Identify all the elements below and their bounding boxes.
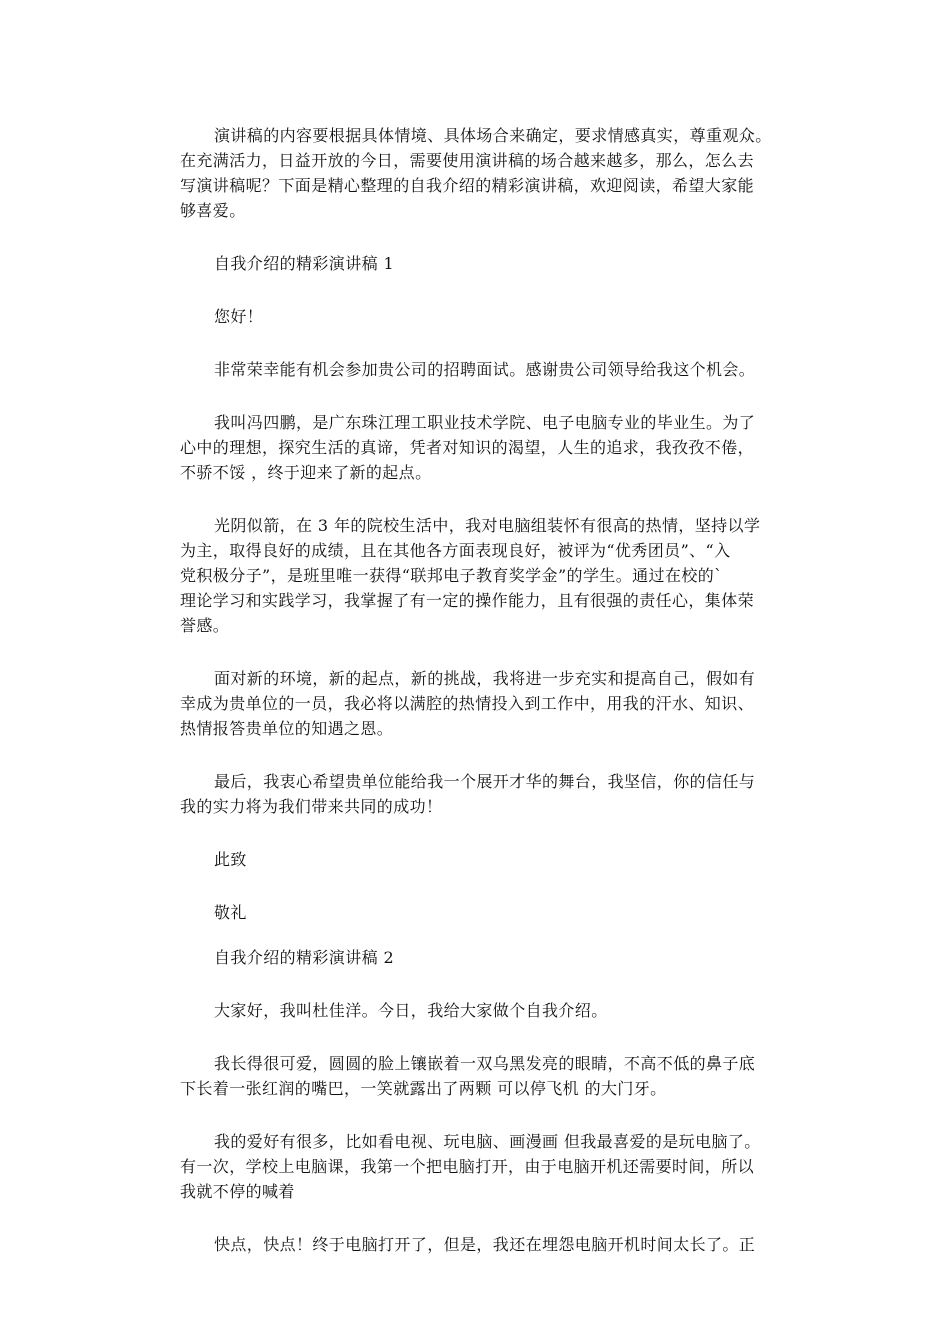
text-line: 面对新的环境，新的起点，新的挑战，我将进一步充实和提高自己，假如有	[214, 669, 756, 688]
text-line: 为主，取得良好的成绩，且在其他各方面表现良好，被评为“优秀团员”、“入	[180, 541, 731, 560]
text-line: 我叫冯四鹏，是广东珠江理工职业技术学院、电子电脑专业的毕业生。为了	[214, 413, 756, 432]
document-body	[180, 123, 780, 1285]
section-heading: 自我介绍的精彩演讲稿 1	[214, 254, 395, 273]
text-line: 写演讲稿呢？下面是精心整理的自我介绍的精彩演讲稿，欢迎阅读，希望大家能	[180, 176, 755, 195]
body-paragraph: 快点，快点！终于电脑打开了，但是，我还在埋怨电脑开机时间太长了。正	[214, 1235, 756, 1254]
closing-line: 此致	[214, 850, 247, 869]
text-line: 我的爱好有很多，比如看电视、玩电脑、画漫画 但我最喜爱的是玩电脑了。	[214, 1132, 761, 1151]
body-paragraph	[180, 769, 780, 819]
text-line: 心中的理想，探究生活的真谛，凭者对知识的渴望，人生的追求，我孜孜不倦，	[180, 438, 755, 457]
text-line: 最后，我衷心希望贵单位能给我一个展开才华的舞台，我坚信，你的信任与	[214, 772, 756, 791]
text-line: 我长得很可爱，圆圆的脸上镶嵌着一双乌黑发亮的眼睛，不高不低的鼻子底	[214, 1054, 756, 1073]
text-line: 光阴似箭，在 3 年的院校生活中，我对电脑组装怀有很高的热情，坚持以学	[214, 516, 761, 535]
text-line: 我就不停的喊着	[180, 1182, 295, 1201]
body-paragraph	[180, 1129, 780, 1204]
text-line: 演讲稿的内容要根据具体情境、具体场合来确定，要求情感真实，尊重观众。	[214, 126, 772, 145]
text-line: 幸成为贵单位的一员，我必将以满腔的热情投入到工作中，用我的汗水、知识、	[180, 694, 755, 713]
body-paragraph	[180, 410, 780, 485]
section-heading: 自我介绍的精彩演讲稿 2	[214, 948, 395, 967]
body-paragraph: 大家好，我叫杜佳洋。今日，我给大家做个自我介绍。	[214, 1001, 608, 1020]
text-line: 有一次，学校上电脑课，我第一个把电脑打开，由于电脑开机还需要时间，所以	[180, 1157, 755, 1176]
body-paragraph	[180, 1051, 780, 1101]
intro-paragraph	[180, 123, 780, 223]
closing-salutation: 敬礼	[214, 903, 247, 922]
text-line: 不骄不馁 ，终于迎来了新的起点。	[180, 463, 432, 482]
text-line: 够喜爱。	[180, 201, 246, 220]
body-paragraph	[180, 513, 780, 638]
text-line: 下长着一张红润的嘴巴，一笑就露出了两颗 可以停飞机 的大门牙。	[180, 1079, 667, 1098]
text-line: 我的实力将为我们带来共同的成功！	[180, 797, 443, 816]
text-line: 誉感。	[180, 616, 230, 635]
text-line: 热情报答贵单位的知遇之恩。	[180, 719, 394, 738]
greeting: 您好！	[214, 307, 264, 326]
body-paragraph: 非常荣幸能有机会参加贵公司的招聘面试。感谢贵公司领导给我这个机会。	[214, 360, 756, 379]
body-paragraph	[180, 666, 780, 741]
text-line: 党积极分子”，是班里唯一获得“联邦电子教育奖学金”的学生。通过在校的`	[180, 566, 723, 585]
text-line: 在充满活力，日益开放的今日，需要使用演讲稿的场合越来越多，那么，怎么去	[180, 151, 755, 170]
text-line: 理论学习和实践学习，我掌握了有一定的操作能力，且有很强的责任心，集体荣	[180, 591, 755, 610]
